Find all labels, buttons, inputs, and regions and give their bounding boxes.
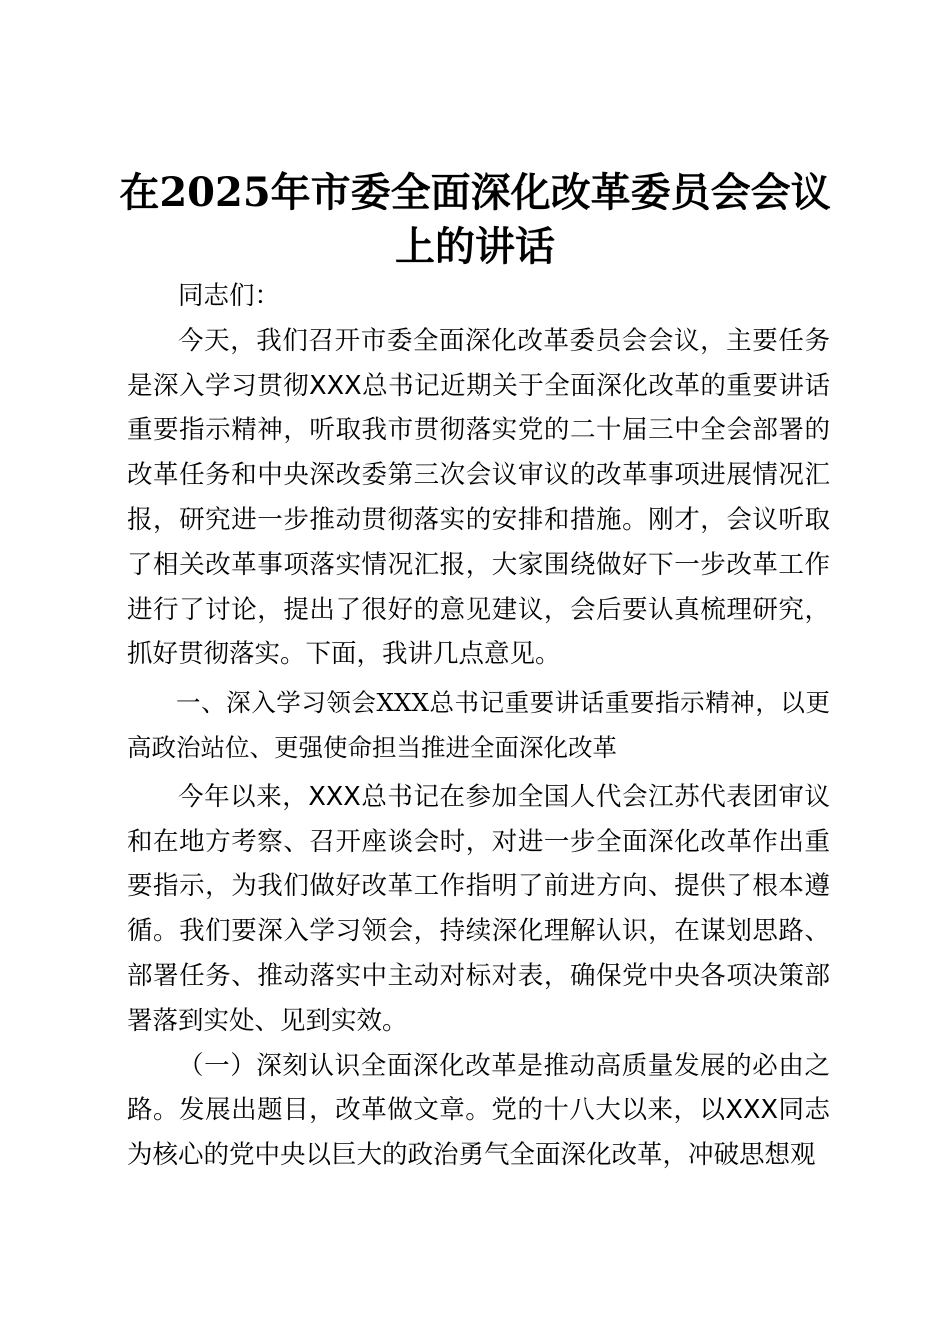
section-heading-1: 一、深入学习领会XXX总书记重要讲话重要指示精神，以更高政治站位、更强使命担当推进全面深化改革 <box>127 688 830 762</box>
document-title: 在2025年市委全面深化改革委员会会议上的讲话 <box>119 169 831 270</box>
paragraph-subsection-1: （一）深刻认识全面深化改革是推动高质量发展的必由之路。发展出题目，改革做文章。党的十八大以来，以XXX同志为核心的党中央以巨大的政治勇气全面深化改革，冲破思想观 <box>127 1050 830 1171</box>
paragraph-section-1: 今年以来，XXX总书记在参加全国人代会江苏代表团审议和在地方考察、召开座谈会时，对进一步全面深化改革作出重要指示，为我们做好改革工作指明了前进方向、提供了根本遵循。我们要深入学习领会，持续深化理解认识，在谋划思路、部署任务、推动落实中主动对标对表，确保党中央各项决策部署落到实处、见到实效。 <box>127 781 830 1036</box>
paragraph-intro: 今天，我们召开市委全面深化改革委员会会议，主要任务是深入学习贯彻XXX总书记近期关于全面深化改革的重要讲话重要指示精神，听取我市贯彻落实党的二十届三中全会部署的改革任务和中央深改委第三次会议审议的改革事项进展情况汇报，研究进一步推动贯彻落实的安排和措施。刚才，会议听取了相关改革事项落实情况汇报，大家围绕做好下一步改革工作进行了讨论，提出了很好的意见建议，会后要认真梳理研究，抓好贯彻落实。下面，我讲几点意见。 <box>127 325 830 670</box>
document-body <box>127 274 830 1178</box>
salutation: 同志们： <box>178 281 281 311</box>
